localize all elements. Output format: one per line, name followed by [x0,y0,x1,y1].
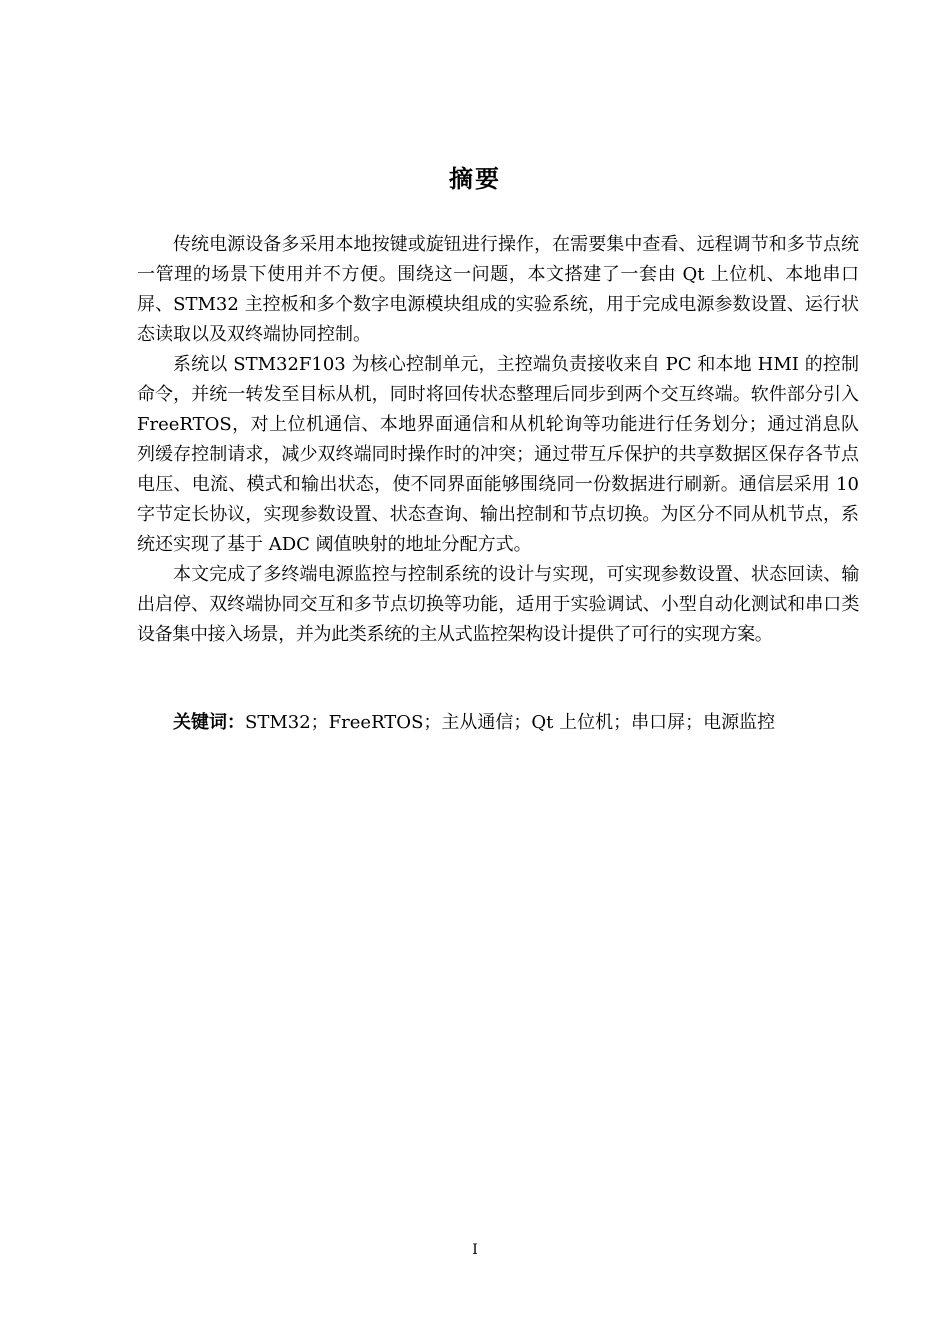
page-number: I [472,1242,478,1258]
abstract-paragraph-3: 本文完成了多终端电源监控与控制系统的设计与实现，可实现参数设置、状态回读、输出启停、双终端协同交互和多节点切换等功能，适用于实验调试、小型自动化测试和串口类设备集中接入场景，并为此类系统的主从式监控架构设计提供了可行的实现方案。 [137,564,859,645]
keywords-text: STM32；FreeRTOS；主从通信；Qt 上位机；串口屏；电源监控 [245,712,776,733]
abstract-body [137,230,859,650]
keywords-label: 关键词： [173,712,245,733]
keywords-line [173,708,859,738]
abstract-paragraph-1: 传统电源设备多采用本地按键或旋钮进行操作，在需要集中查看、远程调节和多节点统一管理的场景下使用并不方便。围绕这一问题，本文搭建了一套由 Qt 上位机、本地串口屏、STM32 主控板和多个数字电源模块组成的实验系统，用于完成电源参数设置、运行状态读取以及双终端协同控制。 [137,234,859,345]
abstract-title: 摘要 [449,164,501,193]
abstract-paragraph-2: 系统以 STM32F103 为核心控制单元，主控端负责接收来自 PC 和本地 HMI 的控制命令，并统一转发至目标从机，同时将回传状态整理后同步到两个交互终端。软件部分引入 FreeRTOS，对上位机通信、本地界面通信和从机轮询等功能进行任务划分；通过消息队列缓存控制请求，减少双终端同时操作时的冲突；通过带互斥保护的共享数据区保存各节点电压、电流、模式和输出状态，使不同界面能够围绕同一份数据进行刷新。通信层采用 10 字节定长协议，实现参数设置、状态查询、输出控制和节点切换。为区分不同从机节点，系统还实现了基于 ADC 阈值映射的地址分配方式。 [137,354,859,555]
